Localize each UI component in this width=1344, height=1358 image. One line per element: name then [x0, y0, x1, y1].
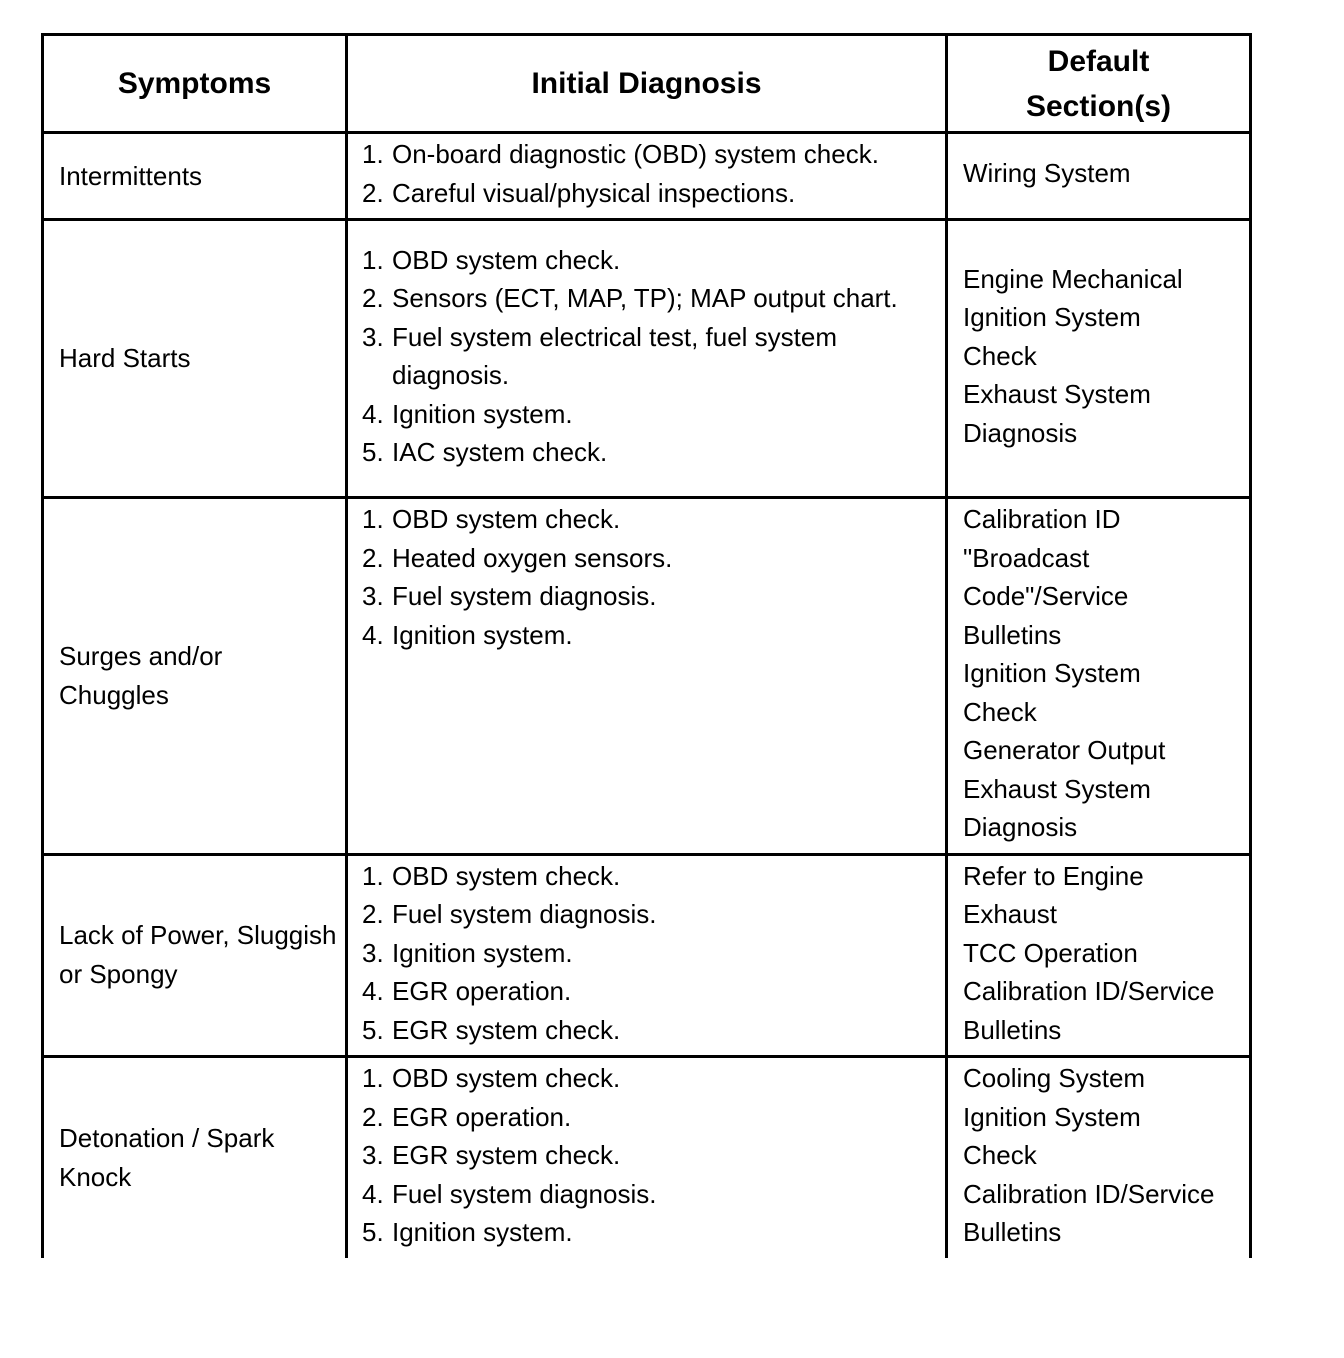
diagnosis-cell [347, 133, 947, 220]
diagnosis-cell [347, 854, 947, 1057]
diagnosis-step: 2. Sensors (ECT, MAP, TP); MAP output chart. [362, 283, 898, 313]
diagnosis-step: 4. EGR operation. [362, 976, 572, 1006]
section-item: Exhaust System Diagnosis [963, 379, 1151, 448]
diagnosis-cell [347, 220, 947, 498]
symptom-cell: Hard Starts [43, 220, 347, 498]
sections-cell [947, 854, 1251, 1057]
sections-list [963, 857, 1215, 1050]
section-item: Exhaust System Diagnosis [963, 773, 1151, 842]
sections-cell [947, 133, 1251, 220]
table-row [43, 1057, 1251, 1258]
diagnosis-step: 4. Ignition system. [362, 619, 573, 650]
header-symptoms: Symptoms [43, 35, 347, 133]
sections-list [963, 154, 1245, 193]
diagnosis-cell [347, 1057, 947, 1258]
section-item: Ignition System Check [963, 1101, 1141, 1170]
sections-list [963, 1059, 1215, 1252]
sections-cell [947, 220, 1251, 498]
diagnosis-step: 2. EGR operation. [362, 1101, 572, 1132]
diagnosis-step: 1. OBD system check. [362, 244, 621, 275]
symptom-cell: Intermittents [43, 133, 347, 220]
diagnosis-step: 5. EGR system check. [362, 1014, 621, 1045]
section-item: Ignition System Check [963, 658, 1141, 727]
diagnosis-step: 2. Heated oxygen sensors. [362, 542, 673, 573]
sections-list [963, 260, 1209, 453]
section-item: Ignition System Check [963, 302, 1141, 371]
diagnosis-list [362, 241, 937, 472]
diagnosis-step: 2. Careful visual/physical inspections. [362, 177, 796, 208]
diagnosis-step: 5. Ignition system. [362, 1217, 573, 1247]
section-item: TCC Operation [963, 937, 1138, 968]
symptom-cell: Surges and/or Chuggles [43, 498, 347, 855]
diagnosis-step: 2. Fuel system diagnosis. [362, 899, 657, 929]
symptom-diagnosis-table [41, 33, 1252, 1258]
header-row [43, 35, 1251, 133]
section-item: Wiring System [963, 158, 1131, 189]
table-row [43, 220, 1251, 498]
diagnosis-list [362, 500, 937, 654]
diagnosis-list [362, 135, 937, 212]
sections-cell [947, 1057, 1251, 1258]
section-item: Calibration ID "Broadcast Code"/Service Bulletins [963, 504, 1129, 650]
section-item: Refer to Engine Exhaust [963, 860, 1144, 929]
diagnosis-cell [347, 498, 947, 855]
section-item: Calibration ID/Service Bulletins [963, 1178, 1215, 1247]
symptom-cell: Detonation / Spark Knock [43, 1057, 347, 1258]
section-item: Generator Output [963, 735, 1166, 765]
header-default-sections: Default Section(s) [947, 35, 1251, 133]
table-row [43, 854, 1251, 1057]
diagnosis-step: 3. EGR system check. [362, 1140, 621, 1170]
diagnosis-step: 1. OBD system check. [362, 1063, 621, 1093]
diagnosis-step: 3. Fuel system electrical test, fuel system diagnosis. [362, 321, 838, 390]
table-row [43, 498, 1251, 855]
section-item: Cooling System [963, 1063, 1146, 1093]
diagnosis-step: 4. Ignition system. [362, 398, 573, 429]
diagnosis-list [362, 1059, 937, 1252]
diagnosis-step: 1. OBD system check. [362, 504, 621, 534]
diagnosis-step: 3. Fuel system diagnosis. [362, 581, 657, 611]
symptom-cell: Lack of Power, Sluggish or Spongy [43, 854, 347, 1057]
diagnosis-step: 4. Fuel system diagnosis. [362, 1178, 657, 1209]
sections-list [963, 500, 1199, 847]
diagnosis-table-container [41, 33, 1249, 1255]
sections-cell [947, 498, 1251, 855]
section-item: Engine Mechanical [963, 263, 1183, 294]
diagnosis-step: 5. IAC system check. [362, 437, 608, 467]
diagnosis-step: 3. Ignition system. [362, 937, 573, 968]
diagnosis-list [362, 857, 937, 1050]
header-initial-diagnosis: Initial Diagnosis [347, 35, 947, 133]
diagnosis-step: 1. OBD system check. [362, 860, 621, 891]
diagnosis-step: 1. On-board diagnostic (OBD) system check. [362, 139, 879, 169]
section-item: Calibration ID/Service Bulletins [963, 976, 1215, 1045]
table-row [43, 133, 1251, 220]
